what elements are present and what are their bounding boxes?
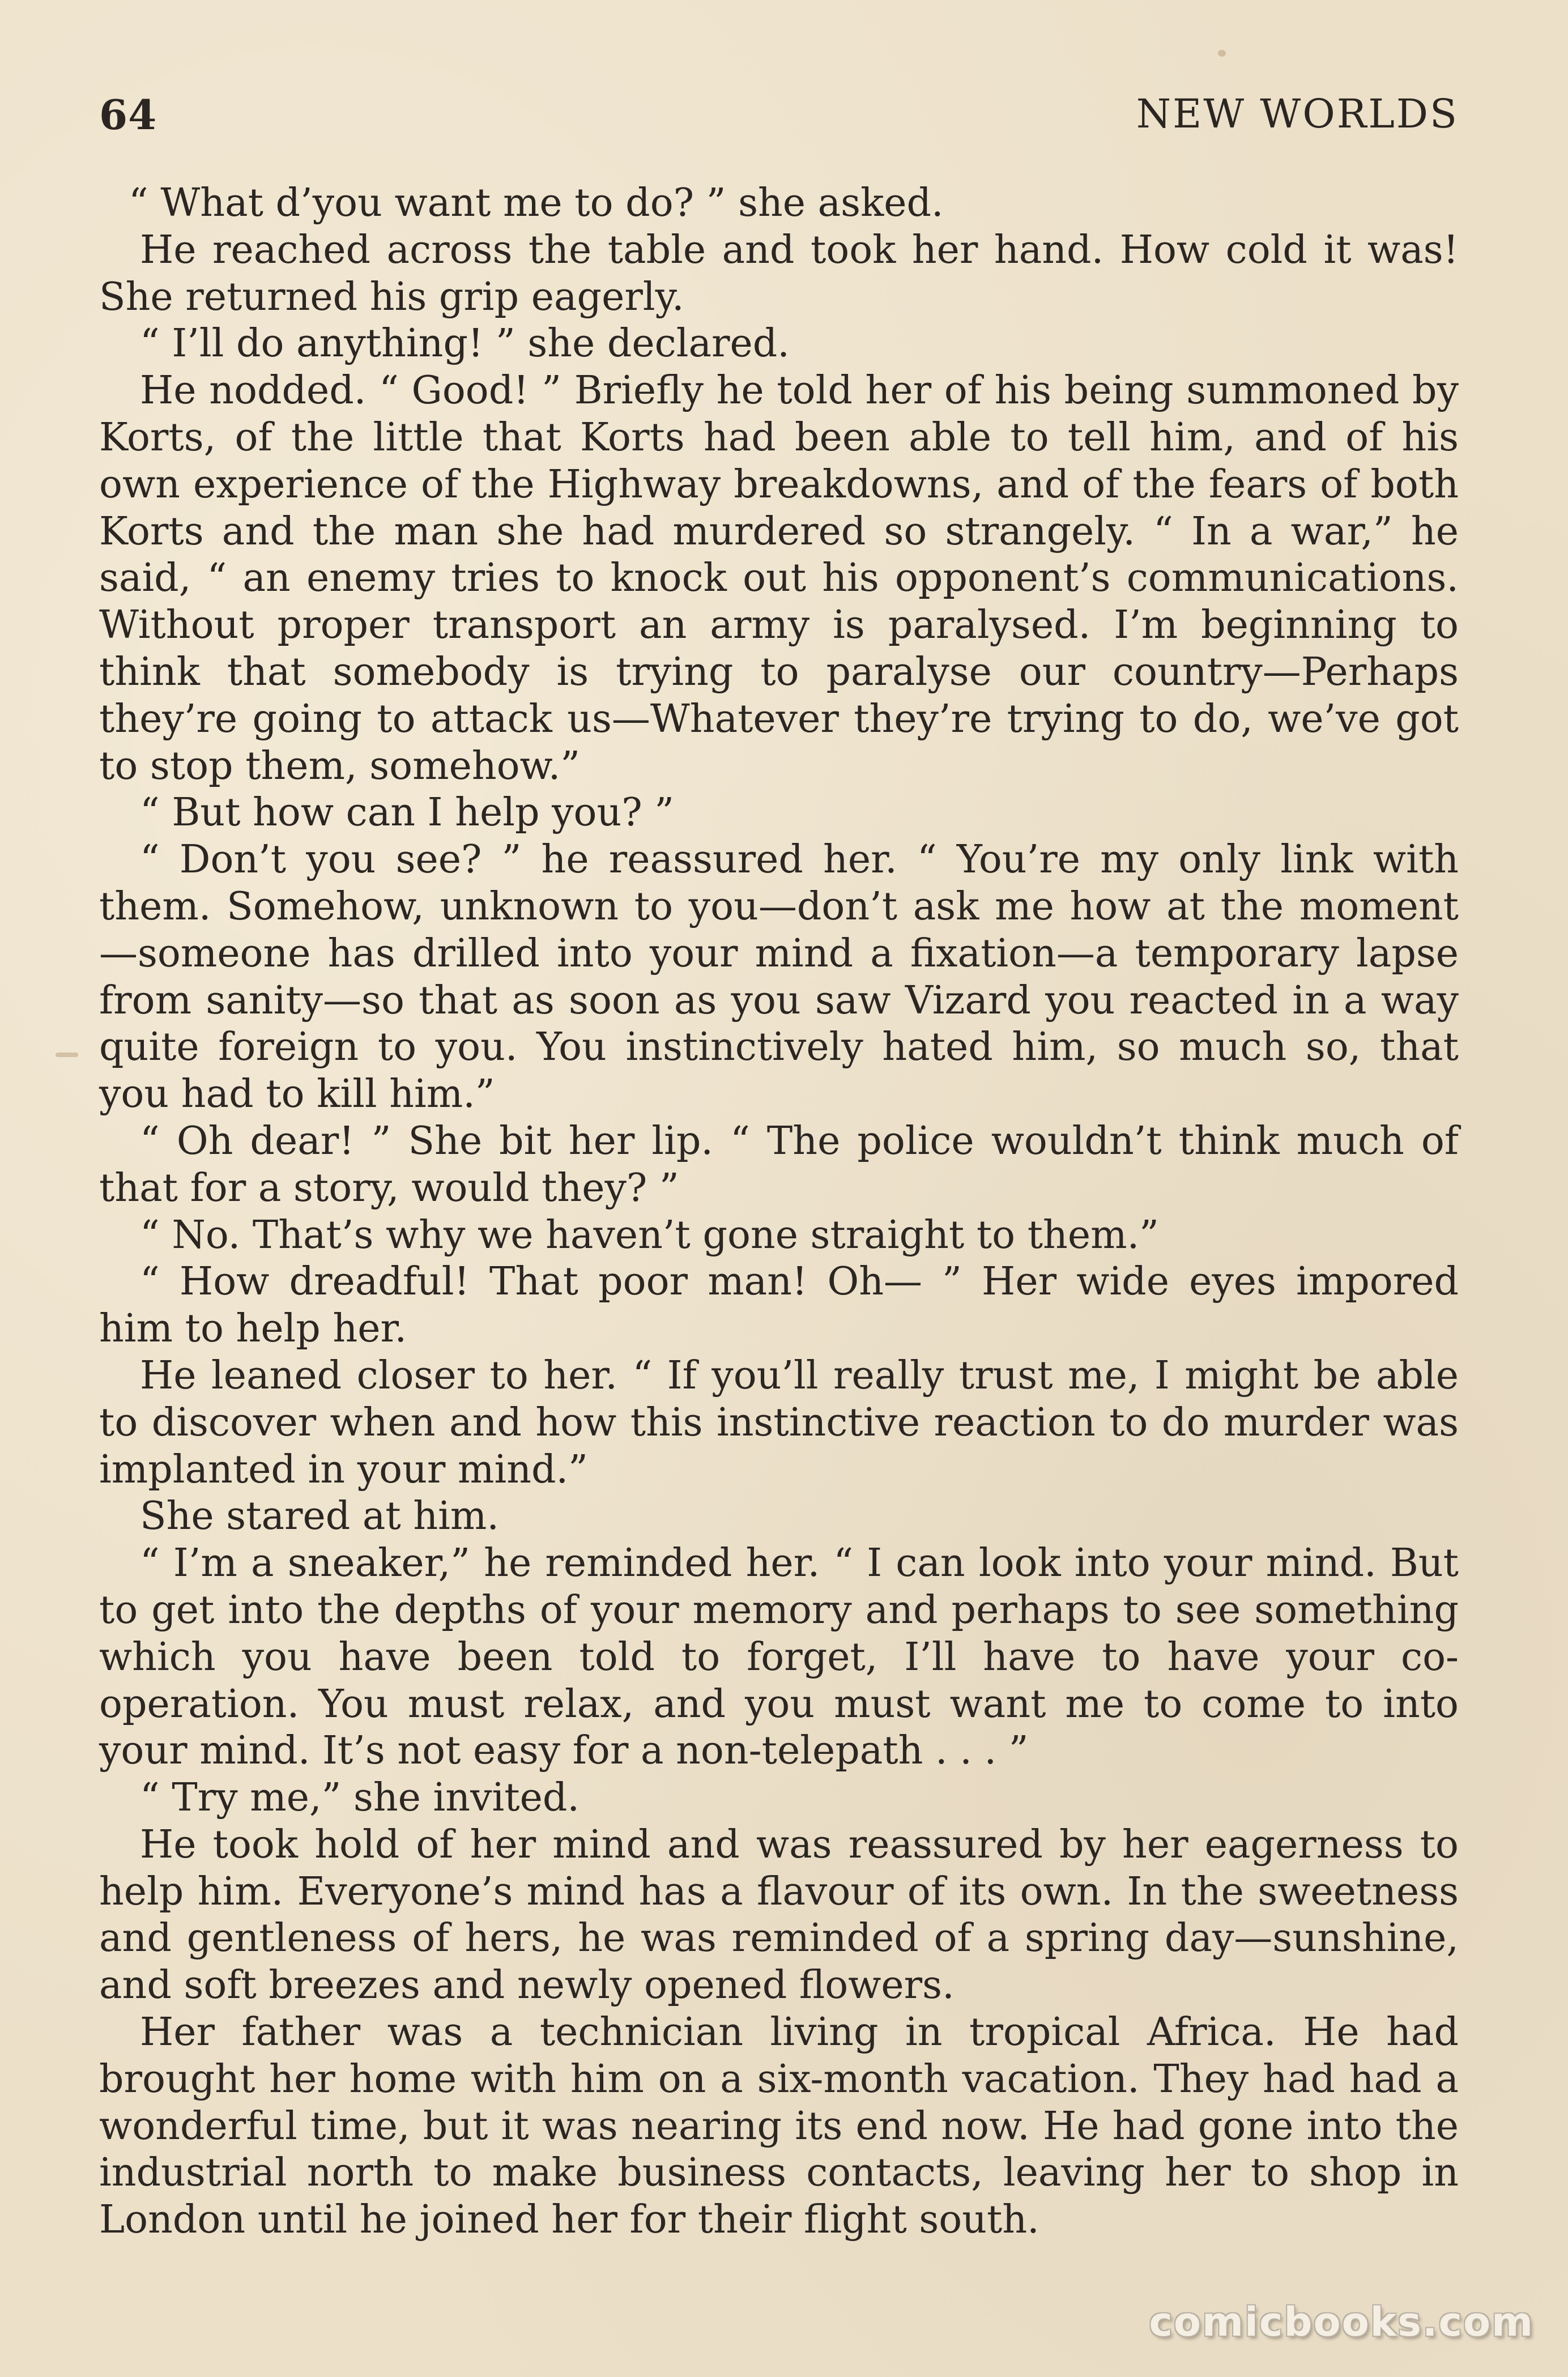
- paragraph: Her father was a technician living in tropical Africa. He had brought her home with him on a six-month vacation. They had had a wonderful time, but it was nearing its end now. He had gone into the industrial north to make business contacts, leaving her to shop in London until he joined her for their flight south.: [99, 2010, 1459, 2243]
- paragraph: “ Oh dear! ” She bit her lip. “ The police wouldn’t think much of that for a story, would they? ”: [99, 1118, 1459, 1211]
- paragraph: He reached across the table and took her hand. How cold it was! She returned his grip eagerly.: [99, 227, 1459, 320]
- paragraph: He took hold of her mind and was reassured by her eagerness to help him. Everyone’s mind has a flavour of its own. In the sweetness and gentleness of hers, he was reminded of a spring day—sunshine, and soft breezes and newly opened flowers.: [99, 1822, 1459, 2008]
- paragraph: “ I’m a sneaker,” he reminded her. “ I can look into your mind. But to get into the depths of your memory and perhaps to see something which you have been told to forget, I’ll have to have your co-operation. You must relax, and you must want me to come to into your mind. It’s not easy for a non-telepath . . . ”: [99, 1541, 1459, 1774]
- paragraph: “ I’ll do anything! ” she declared.: [140, 321, 790, 367]
- paragraph: “ Try me,” she invited.: [140, 1775, 580, 1821]
- story-text: [99, 180, 1459, 2244]
- paragraph: “ But how can I help you? ”: [140, 790, 675, 836]
- paragraph: He nodded. “ Good! ” Briefly he told her of his being summoned by Korts, of the little that Korts had been able to tell him, and of his own experience of the Highway breakdowns, and of the fears of both Korts and the man she had murdered so strangely. “ In a war,” he said, “ an enemy tries to knock out his opponent’s communications. Without proper transport an army is paralysed. I’m beginning to think that somebody is trying to paralyse our country—Perhaps they’re going to attack us—Whatever they’re trying to do, we’ve got to stop them, somehow.”: [99, 368, 1459, 789]
- paragraph: “ Don’t you see? ” he reassured her. “ You’re my only link with them. Somehow, unknown to you—don’t ask me how at the moment—someone has drilled into your mind a fixation—a temporary lapse from sanity—so that as soon as you saw Vizard you reacted in a way quite foreign to you. You instinctively hated him, so much so, that you had to kill him.”: [99, 837, 1459, 1117]
- page-number: 64: [99, 91, 157, 139]
- paragraph: “ What d’you want me to do? ” she asked.: [129, 181, 944, 225]
- running-title: NEW WORLDS: [1136, 91, 1459, 137]
- paragraph: “ No. That’s why we haven’t gone straight to them.”: [140, 1212, 1159, 1258]
- page-header: [99, 91, 1459, 153]
- paragraph: “ How dreadful! That poor man! Oh— ” Her wide eyes impored him to help her.: [99, 1259, 1459, 1352]
- watermark-logo: comicbooks.com: [1149, 2299, 1534, 2345]
- paragraph: He leaned closer to her. “ If you’ll really trust me, I might be able to discover when and how this instinctive reaction to do murder was implanted in your mind.”: [99, 1353, 1459, 1492]
- ink-stain: [56, 1053, 78, 1057]
- paragraph: She stared at him.: [140, 1494, 500, 1539]
- ink-stain: [1218, 50, 1226, 57]
